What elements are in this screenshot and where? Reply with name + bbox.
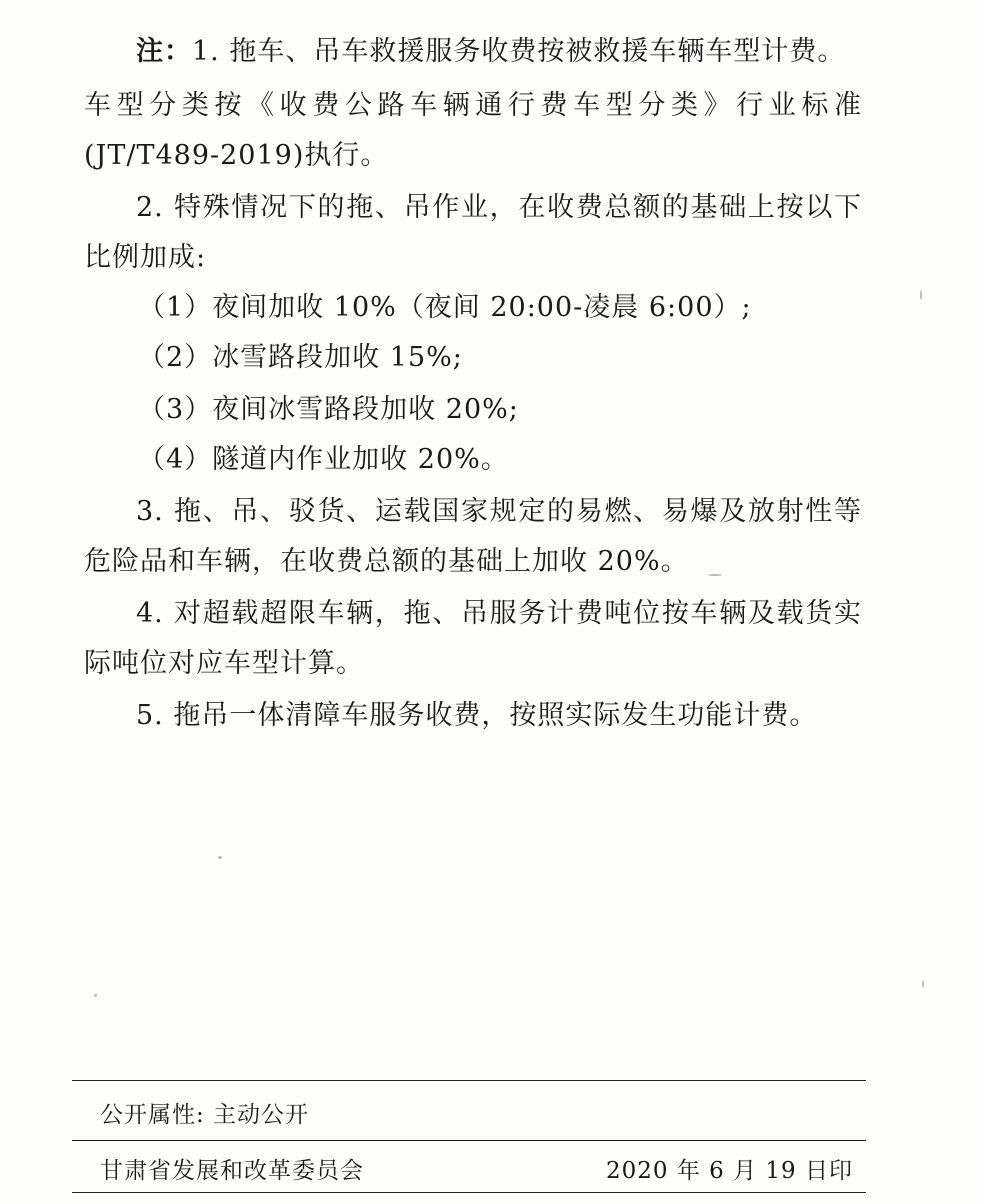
issuing-authority: 甘肃省发展和改革委员会	[100, 1158, 364, 1184]
surcharge-item-4: （4）隧道内作业加收 20%。	[138, 444, 509, 475]
note-item-2-line-1: 2. 特殊情况下的拖、吊作业，在收费总额的基础上按以下	[136, 192, 862, 223]
note-item-1-line-2: 车型分类按《收费公路车辆通行费车型分类》行业标准	[84, 90, 862, 121]
scan-speck	[922, 980, 924, 988]
print-date: 2020 年 6 月 19 日印	[606, 1158, 853, 1184]
scan-speck	[920, 290, 922, 300]
note-item-5-line-1: 5. 拖吊一体清障车服务收费，按照实际发生功能计费。	[136, 700, 818, 731]
disclosure-attribute: 公开属性: 主动公开	[100, 1102, 310, 1128]
note-item-1-line-1	[136, 34, 845, 70]
note-item-4-line-2: 际吨位对应车型计算。	[84, 648, 364, 679]
note-item-1-line-3: (JT/T489-2019)执行。	[84, 140, 389, 171]
footer-bottom-rule	[72, 1192, 866, 1193]
scan-speck	[94, 994, 97, 997]
note-item-3-line-2: 危险品和车辆，在收费总额的基础上加收 20%。	[84, 546, 689, 577]
scan-speck	[708, 574, 722, 576]
note-label: 注：	[136, 36, 192, 67]
surcharge-item-1: （1）夜间加收 10%（夜间 20:00-凌晨 6:00）;	[138, 292, 752, 323]
surcharge-item-3: （3）夜间冰雪路段加收 20%;	[138, 394, 519, 425]
footer-top-rule	[72, 1080, 866, 1081]
note-item-2-line-2: 比例加成:	[84, 242, 207, 273]
scan-speck	[218, 856, 222, 859]
note-item-1-text: 1. 拖车、吊车救援服务收费按被救援车辆车型计费。	[192, 36, 846, 67]
note-item-4-line-1: 4. 对超载超限车辆，拖、吊服务计费吨位按车辆及载货实	[136, 598, 862, 629]
note-item-3-line-1: 3. 拖、吊、驳货、运载国家规定的易燃、易爆及放射性等	[136, 496, 862, 527]
surcharge-item-2: （2）冰雪路段加收 15%;	[138, 342, 463, 373]
footer-middle-rule	[72, 1140, 866, 1141]
